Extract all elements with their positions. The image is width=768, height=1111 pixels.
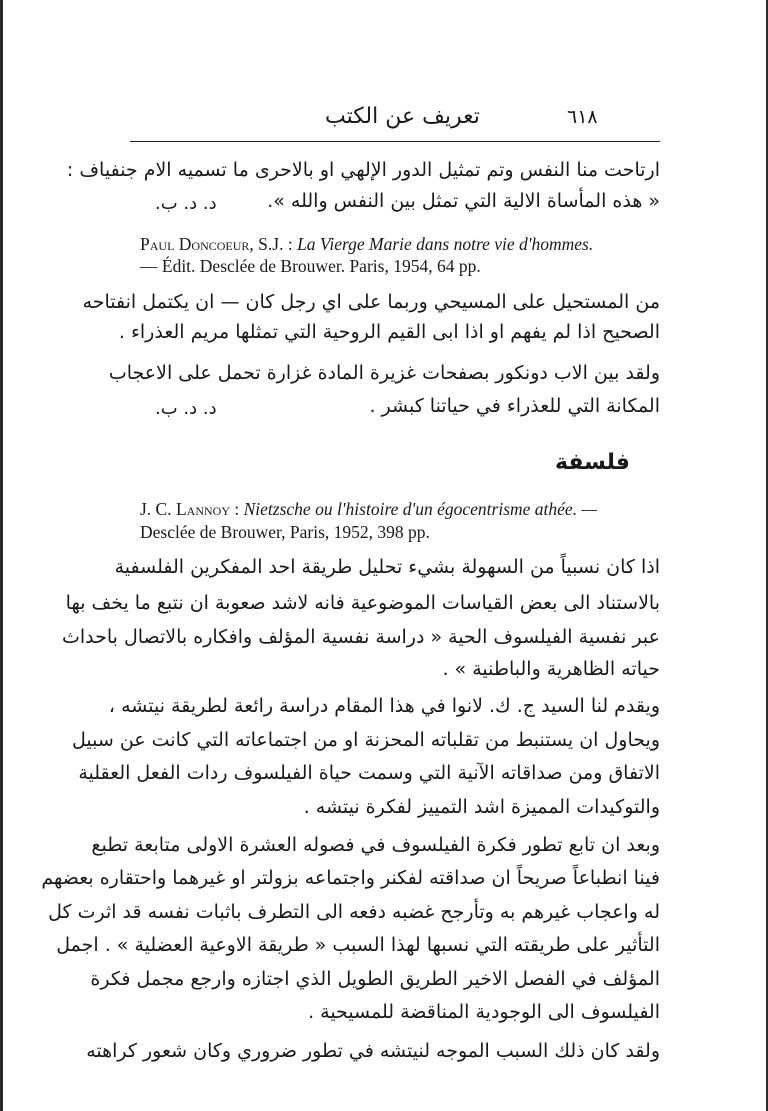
review3-line-15: ولقد كان ذلك السبب الموجه لنيتشه في تطور ضروري وكان شعور كراهته bbox=[86, 1040, 660, 1062]
review2-line-3: ولقد بين الاب دونكور بصفحات غزيرة المادة غزارة تحمل على الاعجاب bbox=[108, 362, 660, 384]
review3-line-6: ويحاول ان يستنبط من تقلباته المحزنة او من اجتماعاته التي كانت عن سبيل bbox=[72, 729, 660, 751]
review3-line-4: حياته الظاهرية والباطنية » . bbox=[442, 658, 660, 680]
review2-line-2: الصحيح اذا لم يفهم او اذا ابى القيم الروحية التي تمثلها مريم العذراء . bbox=[118, 321, 660, 343]
review3-line-14: الفيلسوف الى الوجودية المناقضة للمسيحية . bbox=[308, 1001, 660, 1023]
review2-citation-line-1 bbox=[140, 233, 660, 255]
review2-line-4: المكانة التي للعذراء في حياتنا كبشر . bbox=[369, 395, 660, 417]
review3-line-1: اذا كان نسبياً من السهولة بشيء تحليل طريقة احد المفكرين الفلسفية bbox=[114, 556, 660, 578]
review3-line-5: ويقدم لنا السيد ج. ك. لانوا في هذا المقام دراسة رائعة لطريقة نيتشه ، bbox=[108, 695, 660, 717]
page-number: ٦١٨ bbox=[567, 106, 598, 128]
section-heading-philosophy: فلسفة bbox=[555, 450, 630, 475]
review1-line-1: ارتاحت منا النفس وتم تمثيل الدور الإلهي او بالاحرى ما تسميه الام جنفياف : bbox=[66, 159, 660, 181]
review3-line-7: الاتفاق ومن صداقاته الآنية التي وسمت حياة الفيلسوف ردات الفعل العقلية bbox=[78, 762, 660, 784]
review3-line-8: والتوكيدات المميزة اشد التمييز لفكرة نيتشه . bbox=[303, 796, 660, 818]
review3-line-2: بالاستناد الى بعض القياسات الموضوعية فانه لاشد صعوبة ان نتبع ما يخف بها bbox=[65, 592, 660, 614]
review2-line-1: من المستحيل على المسيحي وربما على اي رجل كان — ان يكتمل انفتاحه bbox=[82, 291, 660, 313]
review2-publisher: — Édit. Desclée de Brouwer. Paris, 1954, 64 pp. bbox=[140, 256, 481, 276]
header-rule bbox=[130, 141, 660, 142]
review3-line-10: فينا انطباعاً صريحاً ان صداقته لفكنر واجتماعه بزولتر او غيرهما واحتقاره بعضهم bbox=[41, 867, 660, 889]
scan-left-edge bbox=[0, 0, 3, 1111]
running-title: تعريف عن الكتب bbox=[325, 104, 480, 129]
review3-line-3: عبر نفسية الفيلسوف الحية « دراسة نفسية المؤلف وافكاره بالاتصال باحداث bbox=[61, 626, 660, 648]
review2-book-title: La Vierge Marie dans notre vie d'hommes. bbox=[297, 234, 594, 254]
review3-line-12: التأثير على طريقته التي نسبها لهذا السبب « طريقة الاوعية العضلية » . اجمل bbox=[56, 934, 660, 956]
review3-citation-line-1 bbox=[140, 498, 660, 520]
review2-signature: د. د. ب. bbox=[155, 398, 217, 419]
review3-publisher: Desclée de Brouwer, Paris, 1952, 398 pp. bbox=[140, 522, 430, 542]
review1-signature: د. د. ب. bbox=[155, 193, 217, 214]
review2-author: Paul Doncoeur, S.J. : bbox=[140, 234, 298, 254]
review3-book-title: Nietzsche ou l'histoire d'un égocentrisme athée. — bbox=[243, 499, 598, 519]
review3-line-13: المؤلف في الفصل الاخير الطريق الطويل الذي اجتازه وارجع مجمل فكرة bbox=[90, 968, 660, 990]
review1-line-2: « هذه المأساة الالية التي تمثل بين النفس والله ». bbox=[267, 190, 660, 212]
review3-author: J. C. Lannoy : bbox=[140, 499, 244, 519]
review3-line-9: وبعد ان تابع تطور فكرة الفيلسوف في فصوله العشرة الاولى متابعة تطبع bbox=[91, 834, 660, 856]
review3-line-11: له واعجاب غيرهم به وتأرجح غضبه دفعه الى التطرف باثبات نفسه قد اثرت كل bbox=[48, 901, 660, 923]
